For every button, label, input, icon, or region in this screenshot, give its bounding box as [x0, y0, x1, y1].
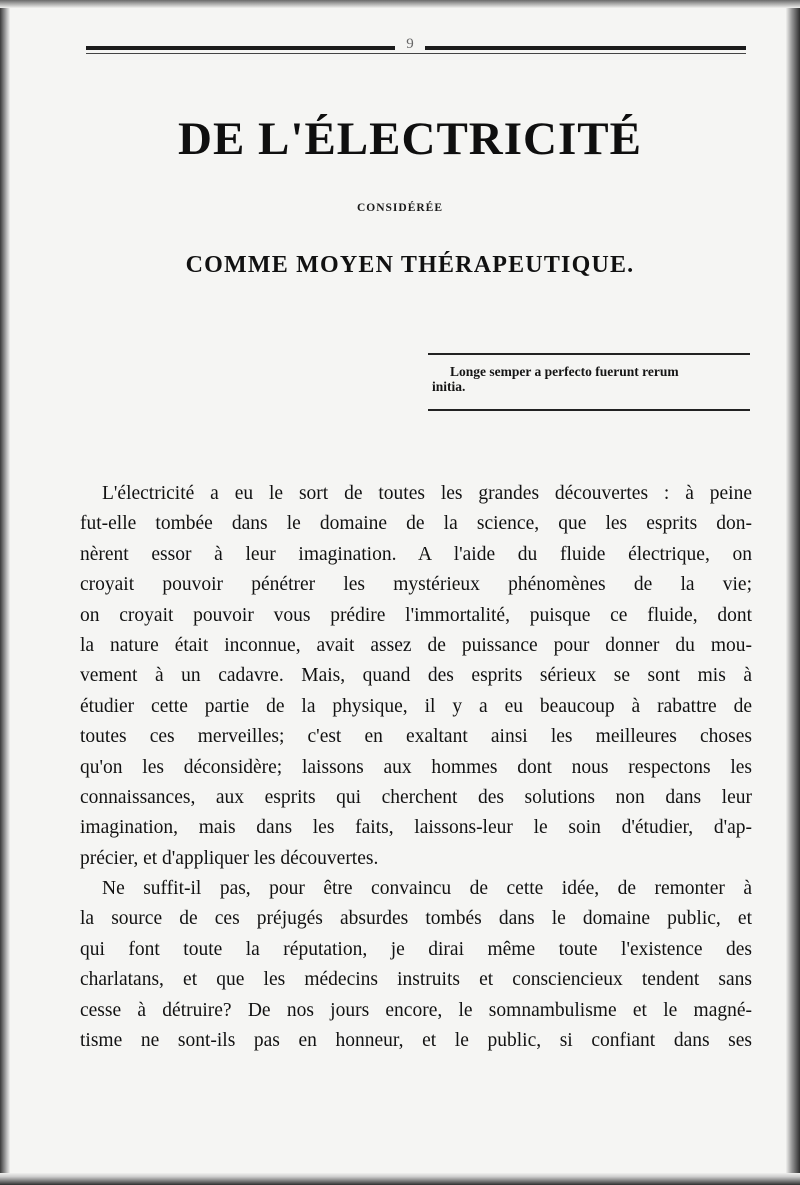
- text-line: qui font toute la réputation, je dirai même toute l'existence des: [80, 938, 752, 960]
- epigraph: [432, 364, 752, 394]
- text-line: étudier cette partie de la physique, il y a eu beaucoup à rabattre de: [80, 695, 752, 717]
- text-line: vement à un cadavre. Mais, quand des esprits sérieux se sont mis à: [80, 665, 752, 687]
- text-line: précier, et d'appliquer les découvertes.: [80, 847, 379, 869]
- epigraph-rule-bottom: [428, 409, 750, 411]
- scan-edge-top: [0, 0, 800, 8]
- epigraph-line: Longe semper a perfecto fuerunt rerum: [450, 364, 679, 379]
- text-line: qu'on les déconsidère; laissons aux hommes dont nous respectons les: [80, 756, 752, 778]
- scan-edge-right: [786, 0, 800, 1185]
- secondary-title: COMME MOYEN THÉRAPEUTIQUE.: [185, 252, 635, 278]
- epigraph-rule-top: [428, 353, 750, 355]
- text-line: la source de ces préjugés absurdes tombés dans le domaine public, et: [80, 908, 752, 930]
- subtitle: CONSIDÉRÉE: [356, 202, 444, 214]
- text-line: on croyait pouvoir vous prédire l'immortalité, puisque ce fluide, dont: [80, 604, 752, 626]
- text-line: L'électricité a eu le sort de toutes les grandes découvertes : à peine: [102, 483, 752, 504]
- page-number: 9: [395, 36, 425, 53]
- scan-edge-bottom: [0, 1173, 800, 1185]
- text-line: toutes ces merveilles; c'est en exaltant ainsi les meilleures choses: [80, 726, 752, 748]
- main-title: DE L'ÉLECTRICITÉ: [178, 113, 642, 165]
- text-line: fut-elle tombée dans le domaine de la science, que les esprits don-: [80, 513, 752, 535]
- text-line: charlatans, et que les médecins instruits et consciencieux tendent sans: [80, 969, 752, 991]
- body-text: [80, 479, 752, 1056]
- scan-edge-left: [0, 0, 10, 1185]
- text-line: la nature était inconnue, avait assez de puissance pour donner du mou-: [80, 634, 752, 656]
- text-line: Ne suffit-il pas, pour être convaincu de cette idée, de remonter à: [102, 878, 752, 900]
- text-line: cesse à détruire? De nos jours encore, le somnambulisme et le magné-: [80, 999, 752, 1021]
- text-line: tisme ne sont-ils pas en honneur, et le public, si confiant dans ses: [80, 1030, 752, 1052]
- text-line: connaissances, aux esprits qui cherchent des solutions non dans leur: [80, 786, 752, 808]
- text-line: imagination, mais dans les faits, laissons-leur le soin d'étudier, d'ap-: [80, 817, 752, 839]
- header-rule-thin: [86, 53, 746, 54]
- text-line: nèrent essor à leur imagination. A l'aide du fluide électrique, on: [80, 543, 752, 565]
- epigraph-line: initia.: [432, 379, 466, 394]
- text-line: croyait pouvoir pénétrer les mystérieux phénomènes de la vie;: [80, 574, 752, 596]
